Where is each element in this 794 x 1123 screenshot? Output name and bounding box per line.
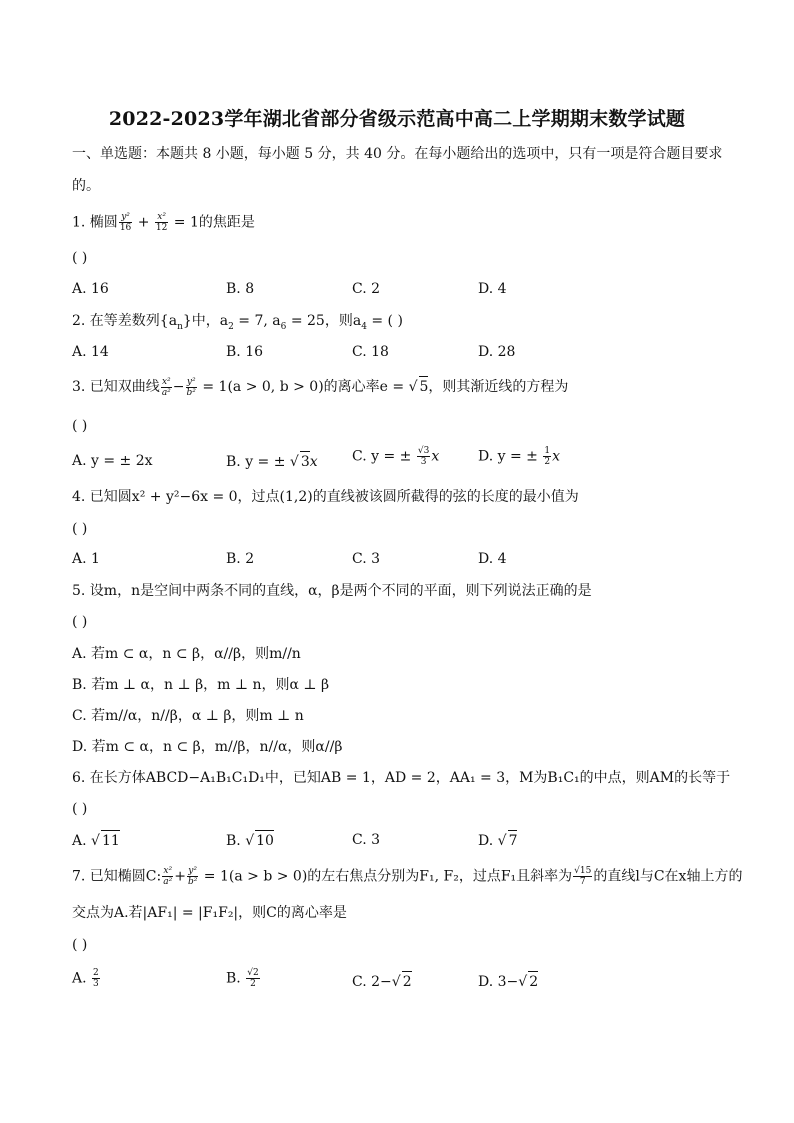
q6-blank: ( ) [72, 801, 88, 817]
q2-option-a: A. 14 [72, 344, 109, 360]
q5-option-c: C. 若m//α，n//β，α ⊥ β，则m ⊥ n [72, 708, 304, 724]
question-1: 1. 椭圆 $\frac{\text{y²}}{16}$ + $\frac{\text{x²}}{12}$ = 1的焦距是 [72, 212, 255, 233]
q1-blank: ( ) [72, 250, 88, 266]
section-heading-cont: 的。 [72, 178, 100, 194]
question-7-cont: 交点为A.若|AF₁| = |F₁F₂|，则C的离心率是 [72, 905, 347, 921]
q4-option-c: C. 3 [352, 551, 381, 567]
q5-option-d: D. 若m ⊂ α，n ⊂ β，m//β，n//α，则α//β [72, 739, 343, 755]
q7-option-b: B. $\frac{√2}{2}$ [226, 968, 259, 989]
q1-frac-1: $\frac{\text{y²}}{16}$ [119, 212, 132, 233]
question-5: 5. 设m，n是空间中两条不同的直线，α，β是两个不同的平面，则下列说法正确的是 [72, 583, 592, 599]
q5-option-b: B. 若m ⊥ α，n ⊥ β，m ⊥ n，则α ⊥ β [72, 677, 330, 693]
q1-prefix: 1. 椭圆 [72, 214, 118, 231]
q3-blank: ( ) [72, 418, 88, 434]
q6-option-c: C. 3 [352, 832, 381, 848]
q2-option-d: D. 28 [478, 344, 516, 360]
q4-blank: ( ) [72, 521, 88, 537]
q3-option-c: C. y = ± $\frac{√3}{3}$ x [352, 446, 440, 467]
page-title: 2022-2023学年湖北省部分省级示范高中高二上学期期末数学试题 [108, 108, 686, 130]
q2-option-b: B. 16 [226, 344, 264, 360]
question-4: 4. 已知圆x² + y²−6x = 0，过点(1,2)的直线被该圆所截得的弦的长度的最小值为 [72, 489, 579, 505]
q7-option-c: C. 2−√ 2 [352, 971, 412, 992]
q1-option-d: D. 4 [478, 281, 507, 297]
q1-option-c: C. 2 [352, 281, 381, 297]
question-7: 7. 已知椭圆C: $\frac{\text{x²}}{\text{a²}}$ + $\frac{\text{y²}}{\text{b²}}$ = 1(a > b > 0)的左右焦点分别为F₁, F₂，过点F₁且斜率为 $\frac{√15}{7}$ 的直线l与C在x轴上方的 [72, 866, 743, 887]
q7-option-d: D. 3−√ 2 [478, 971, 538, 992]
q3-option-a: A. y = ± 2x [72, 453, 153, 469]
q2-option-c: C. 18 [352, 344, 389, 360]
q1-option-b: B. 8 [226, 281, 255, 297]
q1-frac-2: $\frac{\text{x²}}{12}$ [155, 212, 168, 233]
q7-option-a: A. $\frac{2}{3}$ [72, 968, 99, 989]
q7-blank: ( ) [72, 937, 88, 953]
question-2: 2. 在等差数列$\{a_n\}$中，$a_2 = 7$, $a_6 = 25$，则$a_4$ = ( ) [72, 313, 403, 332]
q4-option-d: D. 4 [478, 551, 507, 567]
q3-option-b: B. y = ± √ 3x [226, 451, 318, 472]
question-3: 3. 已知双曲线 $\frac{\text{x²}}{\text{a²}}$ − $\frac{\text{y²}}{\text{b²}}$ = 1(a > 0, b > 0)的离心率e = √ 5，则其渐近线的方程为 [72, 376, 569, 398]
q6-option-d: D. √ 7 [478, 830, 517, 851]
q3-option-d: D. y = ± $\frac{1}{2}$ x [478, 446, 560, 467]
q1-suffix: 的焦距是 [198, 214, 255, 231]
q6-option-a: A. √ 11 [72, 830, 120, 851]
q5-blank: ( ) [72, 614, 88, 630]
q5-option-a: A. 若m ⊂ α，n ⊂ β，α//β，则m//n [72, 646, 301, 662]
q4-option-b: B. 2 [226, 551, 255, 567]
q4-option-a: A. 1 [72, 551, 100, 567]
question-6: 6. 在长方体ABCD−A₁B₁C₁D₁中，已知AB = 1，AD = 2，AA₁ = 3，M为B₁C₁的中点，则AM的长等于 [72, 770, 731, 786]
q6-option-b: B. √ 10 [226, 830, 274, 851]
q1-option-a: A. 16 [72, 281, 109, 297]
section-heading: 一、单选题：本题共 8 小题，每小题 5 分，共 40 分。在每小题给出的选项中，只有一项是符合题目要求 [72, 146, 723, 162]
